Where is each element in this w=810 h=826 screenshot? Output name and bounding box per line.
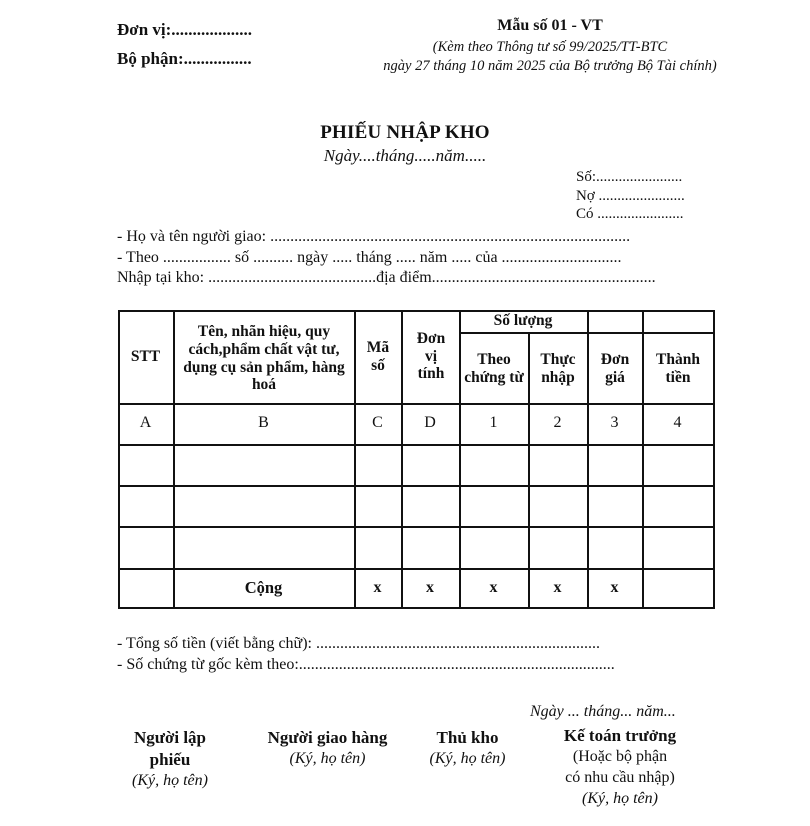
- voucher-number: Số:.......................: [576, 169, 683, 185]
- reference-document-line: - Theo ................. số .......... ngày ..... tháng ..... năm ..... của ..............................: [117, 249, 622, 266]
- signature-date: Ngày ... tháng... năm...: [530, 703, 676, 720]
- signature-preparer: [100, 727, 240, 792]
- unit-field: Đơn vị:...................: [117, 20, 253, 39]
- deliverer-role: Người giao hàng: [267, 728, 388, 747]
- header-amount: Thành tiền: [656, 350, 700, 386]
- total-mark-qty-document: x: [489, 578, 498, 596]
- column-code-1: 1: [489, 414, 498, 432]
- table-row[interactable]: [118, 485, 713, 526]
- preparer-role-line1: Người lập: [133, 728, 207, 747]
- column-code-b: B: [258, 414, 269, 432]
- total-mark-unit-price: x: [610, 578, 619, 596]
- department-field: Bộ phận:................: [117, 49, 252, 68]
- column-code-a: A: [139, 414, 152, 432]
- deliverer-hint: (Ký, họ tên): [289, 750, 366, 768]
- header-item-name: Tên, nhãn hiệu, quy cách,phẩm chất vật tư, dụng cụ sản phẩm, hàng hoá: [183, 322, 345, 394]
- document-title: PHIẾU NHẬP KHO: [320, 122, 490, 143]
- signature-chief-accountant: [540, 725, 700, 809]
- preparer-hint: (Ký, họ tên): [132, 772, 208, 790]
- header-stt: STT: [130, 347, 161, 365]
- header-quantity-group: Số lượng: [493, 312, 553, 330]
- header-qty-per-document: Theo chứng từ: [464, 350, 524, 386]
- column-code-2: 2: [553, 414, 562, 432]
- column-code-3: 3: [610, 414, 619, 432]
- total-in-words-line: - Tổng số tiền (viết bằng chữ): .......................................................................: [117, 635, 600, 652]
- warehouse-location-line: Nhập tại kho: ..........................................địa điểm........................................................: [117, 269, 656, 286]
- deliverer-name-line: - Họ và tên người giao: ..........................................................................................: [117, 228, 631, 245]
- signature-storekeeper: [410, 727, 525, 770]
- total-mark-qty-actual: x: [553, 578, 562, 596]
- chief-accountant-hint: (Ký, họ tên): [582, 789, 658, 807]
- preparer-role-line2: phiếu: [149, 750, 191, 770]
- total-row-label: Cộng: [244, 577, 283, 597]
- header-qty-actual: Thực nhập: [540, 350, 576, 386]
- header-unit-price: Đơn giá: [600, 350, 630, 386]
- storekeeper-hint: (Ký, họ tên): [429, 750, 506, 768]
- form-reference-line2: ngày 27 tháng 10 năm 2025 của Bộ trưởng Bộ Tài chính): [383, 58, 717, 74]
- total-amount-cell[interactable]: [642, 568, 713, 608]
- form-reference-line1: (Kèm theo Thông tư số 99/2025/TT-BTC: [432, 39, 668, 55]
- chief-accountant-note-line2: có nhu cầu nhập): [565, 768, 675, 786]
- total-mark-unit: x: [426, 578, 434, 596]
- header-unit: Đơn vị tính: [416, 329, 446, 383]
- column-code-d: D: [424, 414, 436, 432]
- column-code-4: 4: [673, 414, 682, 432]
- total-mark-code: x: [373, 578, 382, 596]
- chief-accountant-role: Kế toán trưởng: [563, 726, 677, 745]
- debit-account: Nợ .......................: [576, 188, 685, 204]
- form-code: Mẫu số 01 - VT: [497, 17, 603, 34]
- chief-accountant-note-line1: (Hoặc bộ phận: [572, 748, 668, 766]
- receipt-table: [118, 310, 714, 608]
- table-row[interactable]: [118, 444, 713, 485]
- credit-account: Có .......................: [576, 206, 684, 222]
- header-code: Mã số: [366, 338, 390, 374]
- storekeeper-role: Thủ kho: [436, 728, 499, 747]
- table-row[interactable]: [118, 526, 713, 568]
- attached-documents-line: - Số chứng từ gốc kèm theo:...............................................................................: [117, 656, 615, 673]
- document-date: Ngày....tháng.....năm.....: [323, 146, 487, 165]
- signature-deliverer: [245, 727, 410, 770]
- column-code-c: C: [372, 414, 383, 432]
